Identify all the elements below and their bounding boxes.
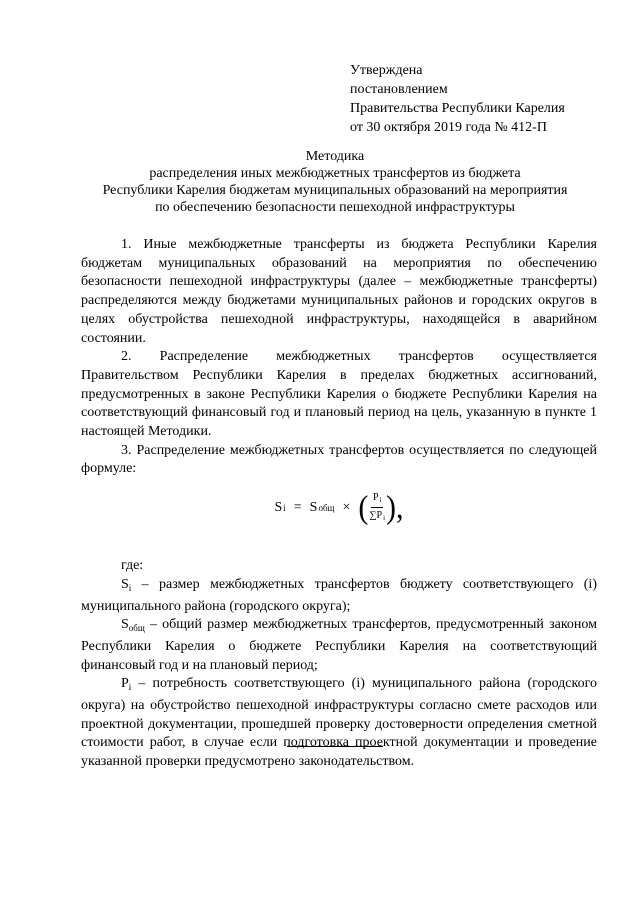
formula-numerator: $P_i$ xyxy=(371,492,384,508)
paragraph-3: 3. Распределение межбюджетных трансфертов осуществляется по следующей формуле: xyxy=(81,442,597,477)
approval-block xyxy=(350,61,620,137)
definition-pi: $P_i$ – потребность соответствующего (i) муниципального района (городского округа) на обустройство пешеходной инфраструктуры согласно смете расходов или проектной документации, прошедшей проверку достоверности определения сметной стоимости работ, в случае если подготовка проектной документации и проведение указанной проверки предусмотрено законодательством. xyxy=(81,676,597,770)
formula-open-paren: ( xyxy=(358,489,369,526)
formula-close-paren: ), xyxy=(386,489,404,526)
title-line: Республики Карелия бюджетам муниципальных образований на мероприятия xyxy=(102,183,568,198)
title-heading: Методика xyxy=(305,149,365,164)
formula-times: × xyxy=(342,499,351,515)
distribution-formula xyxy=(81,485,597,531)
title-line: по обеспечению безопасности пешеходной инфраструктуры xyxy=(155,200,515,215)
approval-line: Утверждена xyxy=(350,63,423,78)
formula-equals: = xyxy=(293,499,302,515)
definition-sobsch: $S_{общ}$ – общий размер межбюджетных трансфертов, предусмотренный законом Республики Карелия о бюджете Республики Карелия на соответствующий финансовый год и на плановый период; xyxy=(81,617,597,673)
formula-fraction xyxy=(369,492,385,525)
document-title xyxy=(60,148,610,216)
formula-total: S общ xyxy=(309,499,335,515)
paragraph-2: 2. Распределение межбюджетных трансфертов осуществляется Правительством Республики Карелия в пределах бюджетных ассигнований, предусмотренных в законе Республики Карелия о бюджете Республики Карелия на соответствующий финансовый год и плановый период на цель, указанную в пункте 1 настоящей Методики. xyxy=(81,349,597,440)
approval-line: Правительства Республики Карелия xyxy=(350,101,565,116)
document-body xyxy=(81,236,597,772)
paragraph-1: 1. Иные межбюджетные трансферты из бюджета Республики Карелия бюджетам муниципальных образований на мероприятия по обеспечению безопасности пешеходной инфраструктуры (далее – межбюджетные трансферты) распределяются между бюджетами муниципальных районов и городских округов в целях обустройства пешеходной инфраструктуры, находящейся в аварийном состоянии. xyxy=(81,237,597,346)
approval-line: постановлением xyxy=(350,82,448,97)
formula-lhs: S i xyxy=(274,499,286,515)
title-line: распределения иных межбюджетных трансфертов из бюджета xyxy=(149,166,521,181)
where-label: где: xyxy=(121,558,144,574)
definition-si: $S_i$ – размер межбюджетных трансфертов бюджету соответствующего (i) муниципального района (городского округа); xyxy=(81,576,597,614)
formula-denominator: $\sum P_i$ xyxy=(369,509,386,522)
approval-date-line: от 30 октября 2019 года № 412-П xyxy=(350,120,547,135)
closing-divider xyxy=(287,746,383,747)
